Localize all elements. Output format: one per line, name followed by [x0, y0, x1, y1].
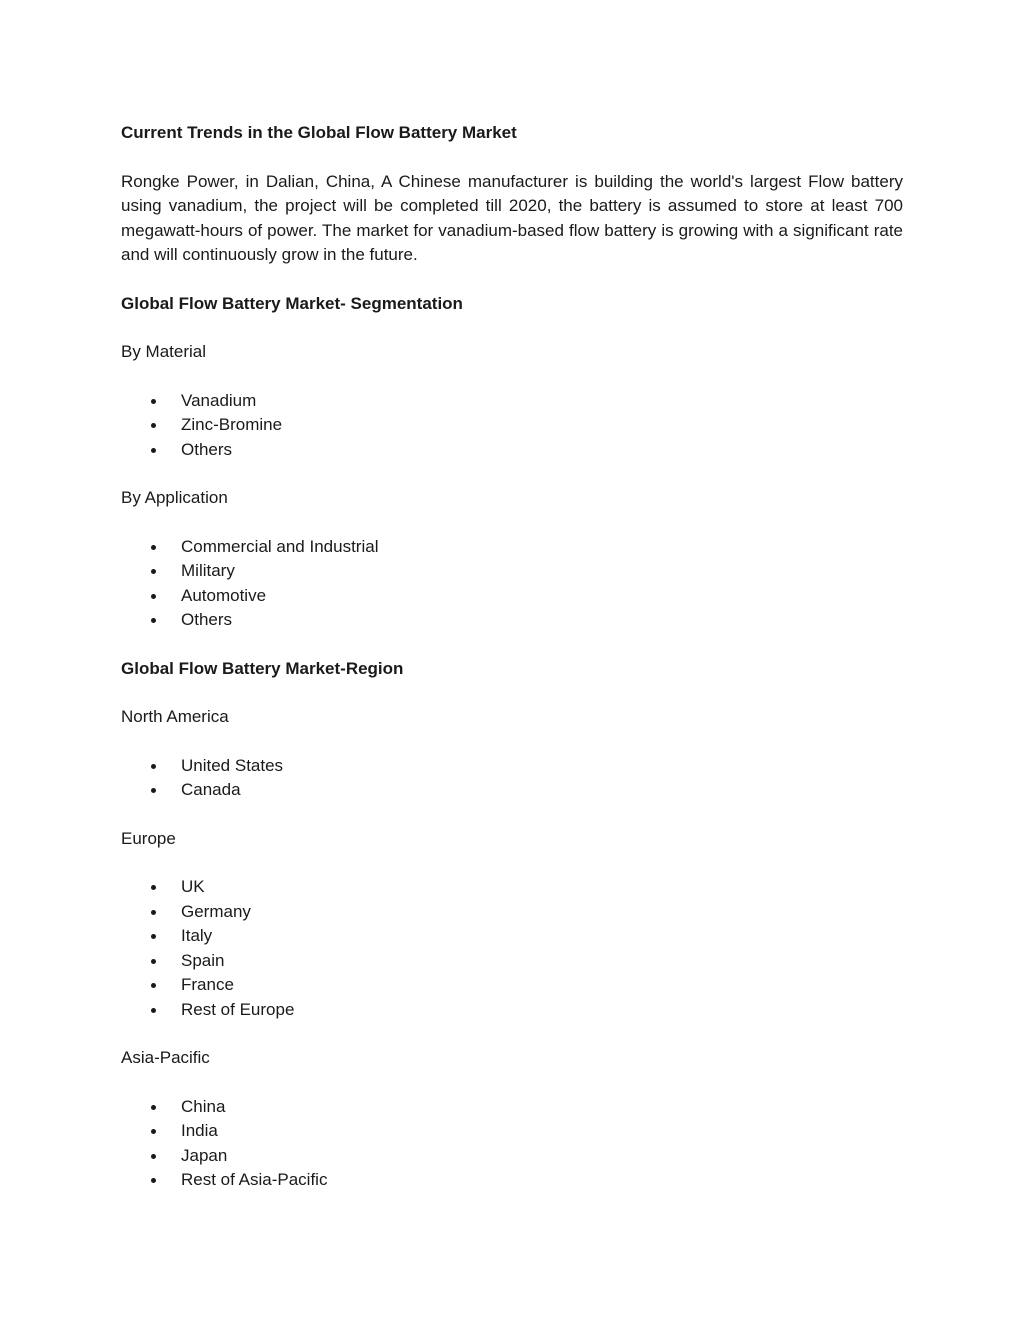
bullet-icon	[151, 1129, 156, 1134]
list-item: Automotive	[121, 584, 903, 609]
europe-label: Europe	[121, 828, 176, 848]
asia-pacific-list	[121, 1095, 903, 1193]
bullet-icon	[151, 959, 156, 964]
segmentation-heading: Global Flow Battery Market- Segmentation	[121, 293, 463, 313]
list-item: Rest of Europe	[121, 998, 903, 1023]
list-item: Others	[121, 608, 903, 633]
trends-paragraph: Rongke Power, in Dalian, China, A Chinese manufacturer is building the world's largest Flow battery using vanadium, the project will be completed till 2020, the battery is assumed to store at least 700 megawatt-hours of power. The market for vanadium-based flow battery is growing with a significant rate and will continuously grow in the future.	[121, 171, 903, 264]
list-item: Zinc-Bromine	[121, 413, 903, 438]
by-material-label: By Material	[121, 342, 207, 361]
list-item: France	[121, 973, 903, 998]
bullet-icon	[151, 399, 156, 404]
by-application-label: By Application	[121, 488, 228, 507]
bullet-icon	[151, 448, 156, 453]
bullet-icon	[151, 1008, 156, 1013]
region-heading: Global Flow Battery Market-Region	[121, 658, 404, 678]
north-america-list	[121, 754, 903, 803]
trends-heading: Current Trends in the Global Flow Battery Market	[121, 123, 517, 142]
bullet-icon	[151, 1154, 156, 1159]
application-list	[121, 535, 903, 633]
bullet-icon	[151, 1178, 156, 1183]
europe-list	[121, 875, 903, 1022]
bullet-icon	[151, 788, 156, 793]
bullet-icon	[151, 983, 156, 988]
list-item: UK	[121, 875, 903, 900]
list-item: Vanadium	[121, 389, 903, 414]
list-item: United States	[121, 754, 903, 779]
list-item: Military	[121, 559, 903, 584]
list-item: China	[121, 1095, 903, 1120]
list-item: Commercial and Industrial	[121, 535, 903, 560]
bullet-icon	[151, 545, 156, 550]
list-item: India	[121, 1119, 903, 1144]
bullet-icon	[151, 618, 156, 623]
list-item: Japan	[121, 1144, 903, 1169]
list-item: Others	[121, 438, 903, 463]
document-page	[121, 121, 903, 1193]
asia-pacific-label: Asia-Pacific	[121, 1048, 210, 1067]
list-item: Germany	[121, 900, 903, 925]
bullet-icon	[151, 569, 156, 574]
list-item: Canada	[121, 778, 903, 803]
material-list	[121, 389, 903, 463]
bullet-icon	[151, 1105, 156, 1110]
north-america-label: North America	[121, 707, 229, 726]
list-item: Spain	[121, 949, 903, 974]
bullet-icon	[151, 910, 156, 915]
bullet-icon	[151, 934, 156, 939]
bullet-icon	[151, 423, 156, 428]
bullet-icon	[151, 594, 156, 599]
list-item: Italy	[121, 924, 903, 949]
bullet-icon	[151, 885, 156, 890]
bullet-icon	[151, 764, 156, 769]
list-item: Rest of Asia-Pacific	[121, 1168, 903, 1193]
